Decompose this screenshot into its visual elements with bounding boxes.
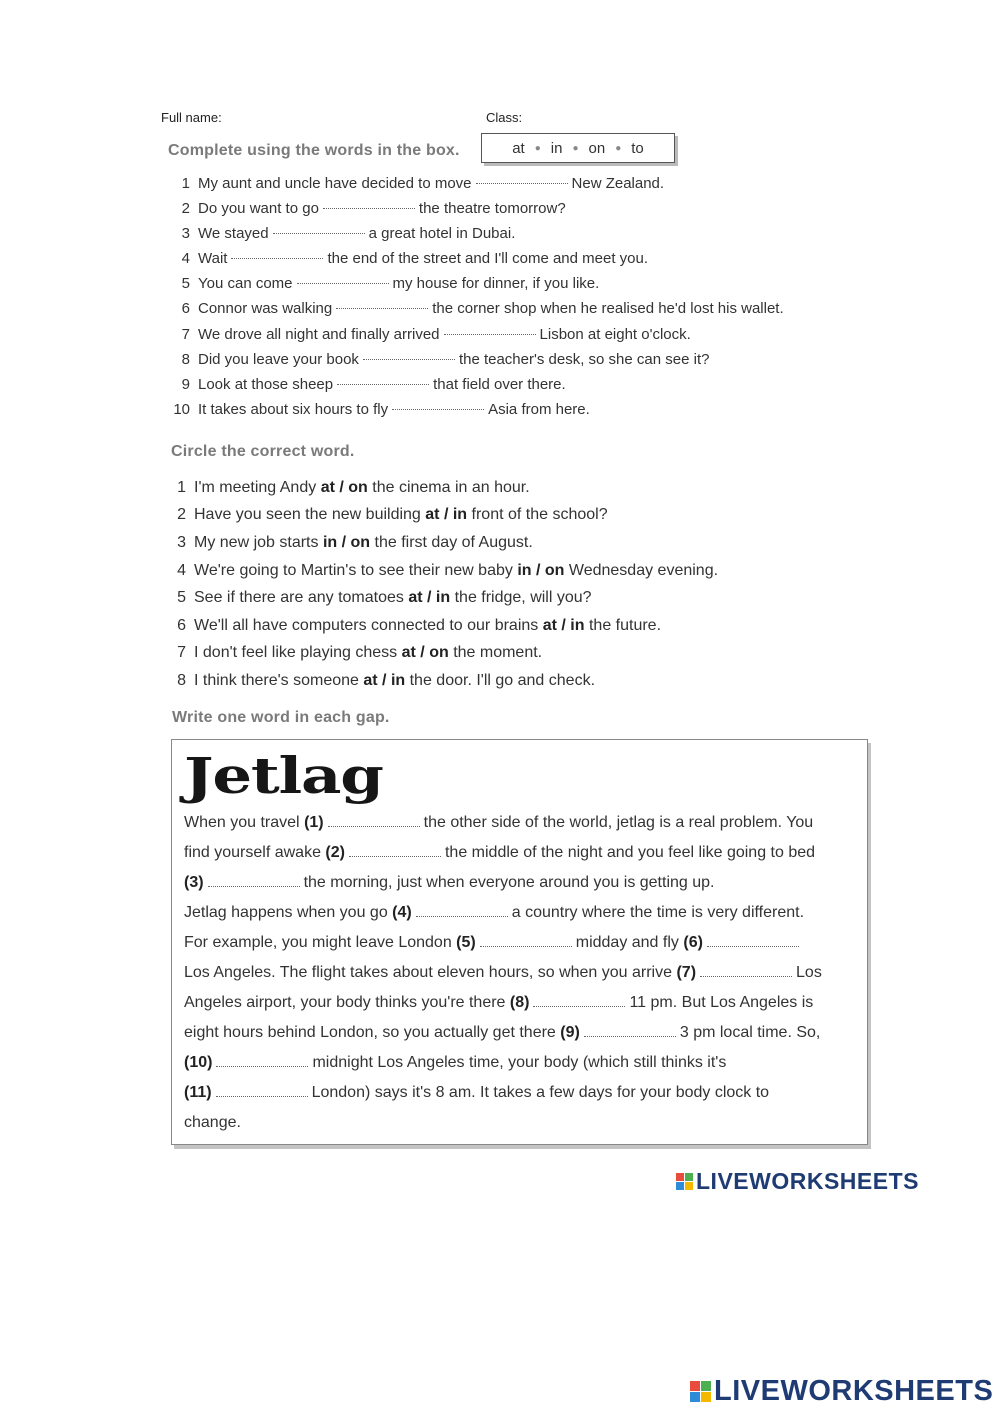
- answer-gap[interactable]: [231, 246, 323, 259]
- text-line: eight hours behind London, so you actually get there (9) 3 pm local time. So,: [184, 1024, 821, 1041]
- text-line: For example, you might leave London (5) midday and fly (6): [184, 934, 864, 952]
- word-box-word: on: [588, 139, 606, 157]
- answer-gap[interactable]: [480, 934, 572, 947]
- answer-gap[interactable]: [444, 322, 536, 335]
- logo-icon: [690, 1381, 711, 1402]
- liveworksheets-logo: LIVEWORKSHEETS: [676, 1168, 919, 1195]
- answer-gap[interactable]: [208, 874, 300, 887]
- answer-gap[interactable]: [216, 1084, 308, 1097]
- answer-gap[interactable]: [700, 964, 792, 977]
- text-line: Jetlag happens when you go (4) a country where the time is very different.: [184, 904, 805, 921]
- text-line: find yourself awake (2) the middle of the night and you feel like going to bed: [184, 844, 816, 861]
- word-choice[interactable]: at / on: [401, 644, 449, 662]
- text-line: When you travel (1) the other side of the world, jetlag is a real problem. You: [184, 814, 814, 831]
- answer-gap[interactable]: [707, 934, 799, 947]
- text-line: (10) midnight Los Angeles time, your body (which still thinks it's: [184, 1054, 727, 1071]
- word-box: at ● in ● on ● to: [481, 133, 675, 163]
- word-choice[interactable]: at / in: [542, 616, 585, 634]
- answer-gap[interactable]: [476, 171, 568, 184]
- class-label: Class:: [486, 110, 523, 125]
- exercise1-instruction: Complete using the words in the box.: [168, 142, 460, 159]
- text-line: (3) the morning, just when everyone around you is getting up.: [184, 874, 715, 891]
- list-item: 8 I think there's someone at / in the door. I'll go and check.: [177, 671, 596, 689]
- exercise2-list: [164, 474, 864, 695]
- logo-icon: [676, 1173, 693, 1190]
- list-item: 3 My new job starts in / on the first day of August.: [177, 533, 533, 551]
- answer-gap[interactable]: [323, 196, 415, 209]
- list-item: 6 We'll all have computers connected to our brains at / in the future.: [177, 616, 662, 634]
- list-item: 5 See if there are any tomatoes at / in the fridge, will you?: [177, 589, 592, 607]
- word-box-word: at: [512, 139, 525, 157]
- list-item: 2 Do you want to go the theatre tomorrow?: [160, 196, 860, 221]
- answer-gap[interactable]: [336, 296, 428, 309]
- list-item: 6 Connor was walking the corner shop when he realised he'd lost his wallet.: [160, 296, 860, 321]
- list-item: 1 I'm meeting Andy at / on the cinema in an hour.: [177, 478, 530, 496]
- list-item: 7 I don't feel like playing chess at / on the moment.: [177, 644, 543, 662]
- answer-gap[interactable]: [273, 221, 365, 234]
- list-item: 4 We're going to Martin's to see their new baby in / on Wednesday evening.: [177, 561, 719, 579]
- answer-gap[interactable]: [363, 347, 455, 360]
- word-choice[interactable]: at / in: [425, 506, 468, 524]
- list-item: 4 Wait the end of the street and I'll come and meet you.: [160, 246, 860, 271]
- list-item: 5 You can come my house for dinner, if you like.: [160, 271, 860, 296]
- exercise1-list: [160, 171, 860, 422]
- exercise2-instruction: Circle the correct word.: [171, 443, 355, 460]
- liveworksheets-logo-footer: LIVEWORKSHEETS: [690, 1375, 993, 1408]
- answer-gap[interactable]: [584, 1024, 676, 1037]
- word-box-word: to: [631, 139, 644, 157]
- text-line: Angeles airport, your body thinks you're there (8) 11 pm. But Los Angeles is: [184, 994, 814, 1011]
- word-choice[interactable]: at / in: [363, 671, 406, 689]
- answer-gap[interactable]: [349, 844, 441, 857]
- exercise3-instruction: Write one word in each gap.: [172, 709, 390, 726]
- text-line: (11) London) says it's 8 am. It takes a few days for your body clock to: [184, 1084, 770, 1101]
- answer-gap[interactable]: [392, 397, 484, 410]
- word-choice[interactable]: at / in: [408, 589, 451, 607]
- answer-gap[interactable]: [337, 372, 429, 385]
- jetlag-title: Jetlag: [184, 746, 383, 805]
- answer-gap[interactable]: [297, 271, 389, 284]
- word-choice[interactable]: in / on: [517, 561, 565, 579]
- list-item: 8 Did you leave your book the teacher's desk, so she can see it?: [160, 347, 860, 372]
- text-line: change.: [184, 1114, 241, 1131]
- list-item: 2 Have you seen the new building at / in front of the school?: [177, 506, 608, 524]
- full-name-label: Full name:: [161, 110, 222, 125]
- list-item: 3 We stayed a great hotel in Dubai.: [160, 221, 860, 246]
- jetlag-text-box: [171, 739, 868, 1145]
- word-choice[interactable]: in / on: [322, 533, 371, 551]
- list-item: 9 Look at those sheep that field over there.: [160, 372, 860, 397]
- word-box-word: in: [550, 139, 563, 157]
- text-line: Los Angeles. The flight takes about eleven hours, so when you arrive (7) Los: [184, 964, 822, 981]
- answer-gap[interactable]: [216, 1054, 308, 1067]
- list-item: 1 My aunt and uncle have decided to move New Zealand.: [160, 171, 860, 196]
- list-item: 10 It takes about six hours to fly Asia from here.: [160, 397, 860, 422]
- list-item: 7 We drove all night and finally arrived Lisbon at eight o'clock.: [160, 322, 860, 347]
- answer-gap[interactable]: [328, 814, 420, 827]
- answer-gap[interactable]: [416, 904, 508, 917]
- word-choice[interactable]: at / on: [320, 478, 368, 496]
- answer-gap[interactable]: [533, 994, 625, 1007]
